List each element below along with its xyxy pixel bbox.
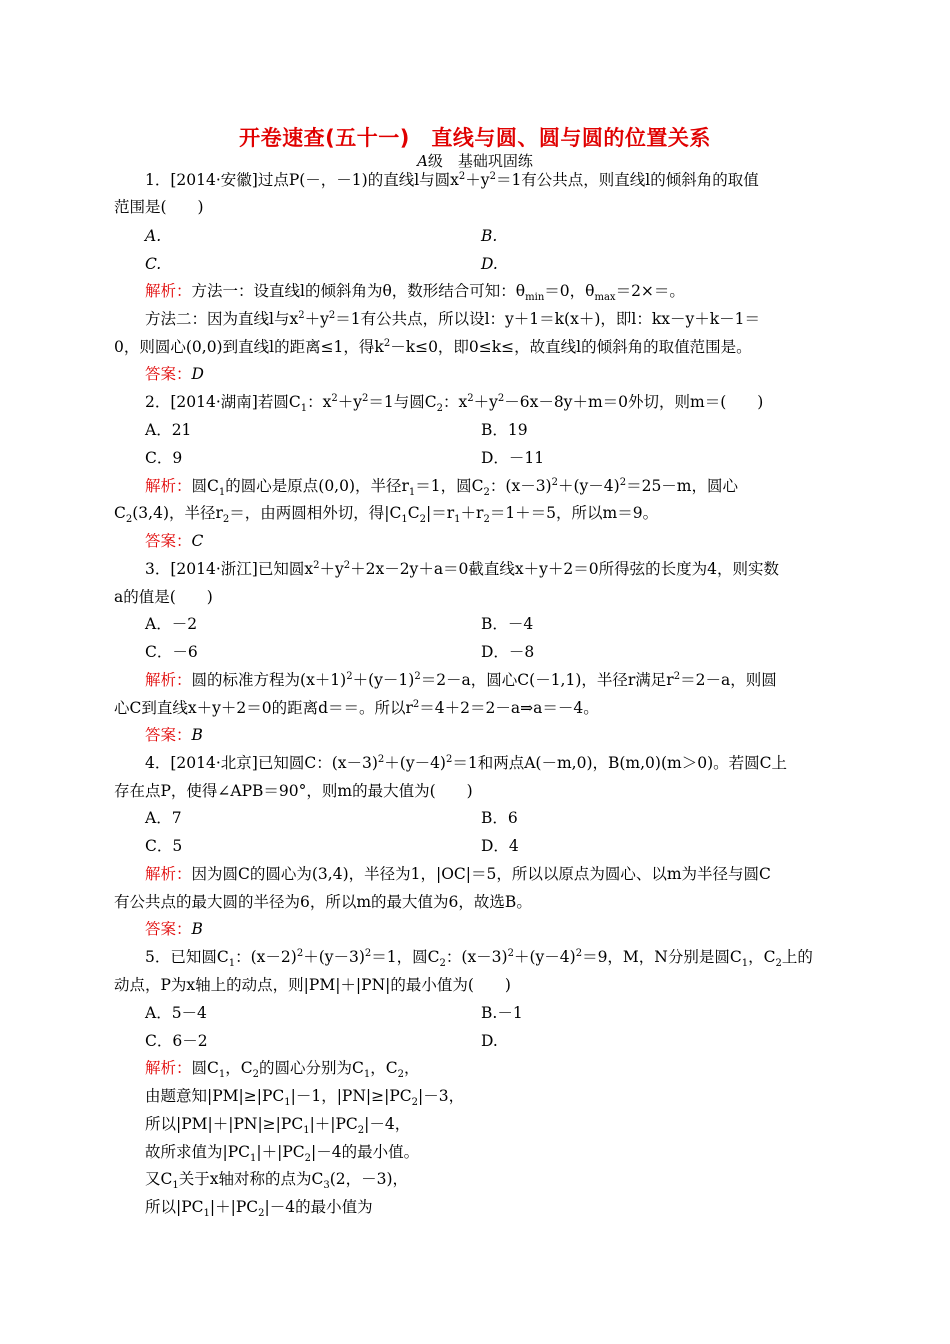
q5-solution-line6: 所以$|PC_1|+|PC_2|-4$的最小值为 — [145, 1198, 373, 1220]
q3-stem-line1: 3．[2014·浙江]已知圆$x^2+y^2+2x-2y+a=0$截直线x＋y＋2＝0所得弦的长度为4，则实数 — [145, 559, 780, 578]
q3-solution-line1: 解析：圆的标准方程为$(x+1)^2+(y-1)^2=2-a$，圆心C(－1,1)，半径r满足$r^2=2-a$，则圆 — [145, 670, 777, 689]
q1-solution-line3: 0，则圆心(0,0)到直线l的距离≤1，得$k^2-k\le 0$，即0≤k≤，故直线l的倾斜角的取值范围是。 — [114, 337, 752, 356]
q4-stem-line1: 4．[2014·北京]已知圆C：$(x-3)^2+(y-4)^2=1$和两点A(－m,0)，B(m,0)(m＞0)。若圆C上 — [145, 753, 787, 772]
q4-option-b: B．6 — [481, 809, 518, 827]
level-heading — [0, 150, 950, 171]
q2-option-a: A．21 — [145, 421, 192, 439]
level-letter: A — [417, 152, 428, 170]
q5-option-a: A．5－4 — [145, 1004, 207, 1022]
q1-stem-line1: 1．[2014·安徽]过点P(－，－1)的直线l与圆$x^2+y^2=1$有公共点，则直线l的倾斜角的取值 — [145, 170, 759, 189]
q1-solution-line2: 方法二：因为直线l与$x^2+y^2=1$有公共点，所以设l：y＋1＝k(x＋)，即l：kx－y＋k－1＝ — [145, 309, 760, 328]
q5-option-b: B.－1 — [481, 1004, 523, 1022]
q2-option-b: B．19 — [481, 421, 528, 439]
q2-answer: 答案：C — [145, 532, 204, 550]
q1-option-a: A. — [145, 227, 162, 245]
q1-solution-line1: 解析：方法一：设直线l的倾斜角为θ，数形结合可知：$\theta_{min}=0$，$\theta_{max}=2\times=$。 — [145, 282, 685, 304]
q2-option-c: C．9 — [145, 449, 183, 467]
q3-option-b: B．－4 — [481, 615, 534, 633]
q4-answer: 答案：B — [145, 920, 203, 938]
q1-answer: 答案：D — [145, 365, 204, 383]
q3-answer: 答案：B — [145, 726, 203, 744]
q5-stem-line1: 5．已知圆$C_1$：$(x-2)^2+(y-3)^2=1$，圆$C_2$：$(x-3)^2+(y-4)^2=9$，M，N分别是圆$C_1$，$C_2$上的 — [145, 947, 813, 970]
q3-solution-line2: 心C到直线x＋y＋2＝0的距离d＝＝。所以$r^2=4+2=2-a\Rightarrow a=-4$。 — [114, 698, 599, 717]
q2-solution-line1: 解析：圆$C_1$的圆心是原点(0,0)，半径$r_1=1$，圆$C_2$：$(x-3)^2+(y-4)^2=25-m$，圆心 — [145, 476, 738, 499]
q4-option-c: C．5 — [145, 837, 183, 855]
q4-option-d: D．4 — [481, 837, 519, 855]
q3-option-d: D．－8 — [481, 643, 535, 661]
q4-option-a: A．7 — [145, 809, 182, 827]
q5-solution-line5: 又$C_1$关于x轴对称的点为$C_3(2$，－3)， — [145, 1170, 409, 1192]
q3-option-a: A．－2 — [145, 615, 198, 633]
page-title: 开卷速查(五十一) 直线与圆、圆与圆的位置关系 — [239, 126, 711, 150]
q2-solution-line2: $C_2(3,4)$，半径$r_2=$，由两圆相外切，得$|C_1C_2|=r_1+r_2=1+=5$，所以m＝9。 — [114, 504, 659, 526]
q4-solution-line1: 解析：因为圆C的圆心为(3,4)，半径为1，|OC|＝5，所以以原点为圆心、以m为半径与圆C — [145, 865, 771, 883]
q5-option-d: D. — [481, 1032, 498, 1050]
q5-solution-line4: 故所求值为$|PC_1|+|PC_2|-4$的最小值。 — [145, 1143, 420, 1165]
q4-solution-line2: 有公共点的最大圆的半径为6，所以m的最大值为6，故选B。 — [114, 893, 532, 911]
q3-option-c: C．－6 — [145, 643, 198, 661]
q2-stem-line1: 2．[2014·湖南]若圆$C_1$：$x^2+y^2=1$与圆$C_2$：$x^2+y^2-6x-8y+m=0$外切，则m＝( ) — [145, 392, 764, 415]
q5-stem-line2: 动点，P为x轴上的动点，则|PM|＋|PN|的最小值为( ) — [114, 976, 511, 994]
q4-stem-line2: 存在点P，使得∠APB＝90°，则m的最大值为( ) — [114, 782, 473, 800]
q1-stem-line2: 范围是( ) — [114, 198, 204, 216]
q1-option-d: D. — [481, 255, 498, 273]
q1-option-b: B. — [481, 227, 498, 245]
q1-option-c: C. — [145, 255, 162, 273]
q5-solution-line3: 所以$|PM|+|PN|\ge|PC_1|+|PC_2|-4$， — [145, 1115, 411, 1137]
q5-solution-line1: 解析：圆$C_1$，$C_2$的圆心分别为$C_1$，$C_2$， — [145, 1059, 420, 1081]
q5-option-c: C．6－2 — [145, 1032, 208, 1050]
q5-solution-line2: 由题意知$|PM|\ge|PC_1|-1$，$|PN|\ge|PC_2|-3$， — [145, 1087, 465, 1109]
level-text: 级 基础巩固练 — [427, 152, 533, 170]
q3-stem-line2: a的值是( ) — [114, 588, 213, 606]
q2-option-d: D．－11 — [481, 449, 545, 467]
